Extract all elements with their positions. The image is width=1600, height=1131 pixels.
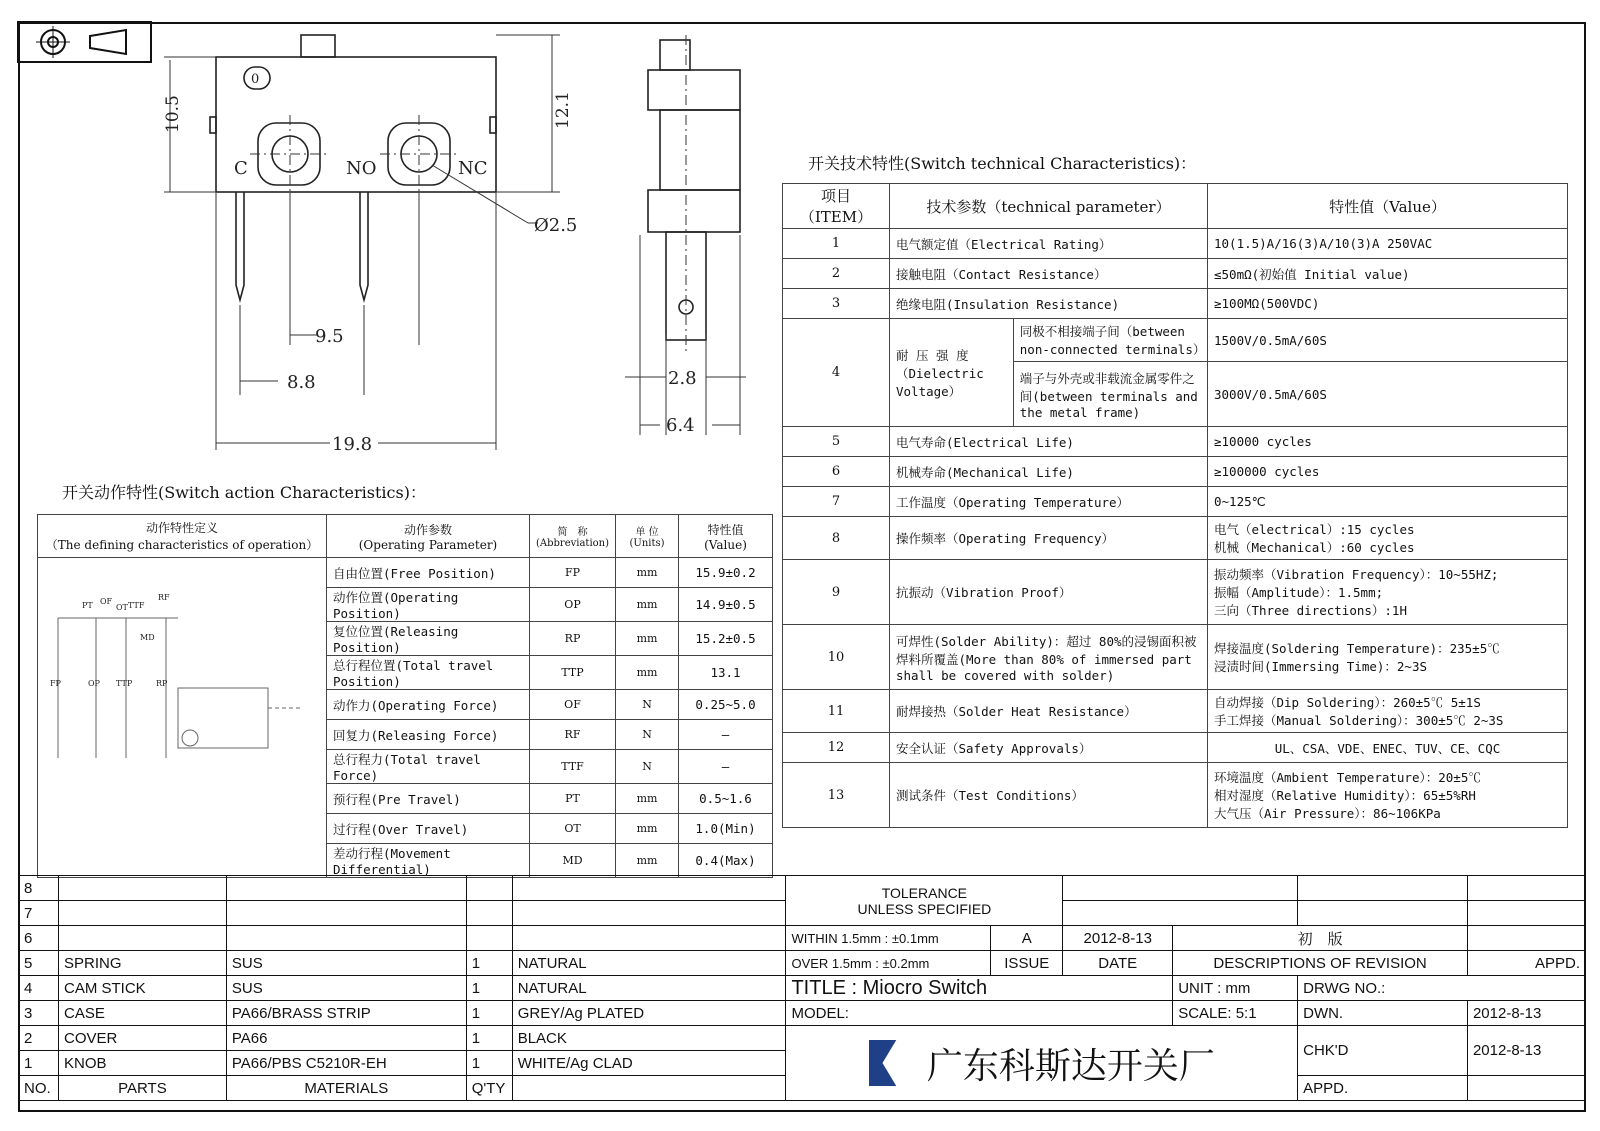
- table-header: [38, 515, 773, 558]
- label-pt: PT: [82, 601, 93, 610]
- terminal-no-label: NO: [346, 158, 377, 179]
- row-value: 1500V/0.5mA/60S: [1208, 319, 1568, 362]
- part-note: GREY/Ag PLATED: [512, 1001, 786, 1026]
- title-block: [18, 875, 1586, 1101]
- company-logo-icon: [869, 1040, 915, 1086]
- row-param: 复位位置(Releasing Position): [327, 622, 530, 656]
- row-value: 15.2±0.5: [679, 622, 773, 656]
- col-value: 特性值 (Value): [679, 515, 773, 558]
- action-characteristics-table: [37, 514, 773, 878]
- tolerance-line1: TOLERANCE: [881, 884, 968, 901]
- part-no: 4: [19, 976, 59, 1001]
- unit-cell: [1173, 976, 1298, 1001]
- terminal-c-label: C: [234, 158, 248, 179]
- part-material: [226, 926, 466, 951]
- label-op: OP: [88, 679, 100, 688]
- row-unit: N: [616, 690, 679, 720]
- row-unit: mm: [616, 844, 679, 878]
- dim-12-1: 12.1: [553, 91, 573, 129]
- part-no: 6: [19, 926, 59, 951]
- model-label: MODEL:: [786, 1001, 1173, 1026]
- table-row: [783, 690, 1568, 733]
- label-ot: OT: [116, 603, 128, 612]
- svg-text:FP: [50, 679, 62, 688]
- table-row: [783, 319, 1568, 362]
- footer-qty: Q'TY: [466, 1076, 512, 1101]
- row-param: 预行程(Pre Travel): [327, 784, 530, 814]
- row-no: 10: [783, 625, 890, 690]
- part-qty: [466, 876, 512, 901]
- knob-mark: 0: [251, 72, 260, 87]
- unit-value: mm: [1225, 979, 1251, 997]
- col-item: 项目 （ITEM）: [783, 184, 890, 229]
- svg-text:9.5: [315, 326, 344, 347]
- description-value: 初 版: [1173, 926, 1468, 951]
- row-value: 0.4(Max): [679, 844, 773, 878]
- part-qty: 1: [466, 1051, 512, 1076]
- part-no: 1: [19, 1051, 59, 1076]
- part-material: [226, 876, 466, 901]
- svg-text:OT: [116, 603, 129, 612]
- row-value: 3000V/0.5mA/60S: [1208, 362, 1568, 427]
- row-no: 8: [783, 517, 890, 560]
- company-cell: [786, 1026, 1298, 1101]
- tolerance-within: WITHIN 1.5mm : ±0.1mm: [786, 926, 991, 951]
- row-unit: mm: [616, 588, 679, 622]
- part-no: 8: [19, 876, 59, 901]
- col-parameter: 动作参数 (Operating Parameter): [327, 515, 530, 558]
- svg-text:TTF: [128, 601, 145, 610]
- travel-diagram: [38, 558, 314, 854]
- row-param: 测试条件（Test Conditions）: [890, 763, 1208, 828]
- part-name: SPRING: [58, 951, 226, 976]
- row-no: 12: [783, 733, 890, 763]
- table-row: [783, 229, 1568, 259]
- row-param: 自由位置(Free Position): [327, 558, 530, 588]
- scale-cell: [1173, 1001, 1298, 1026]
- svg-text:2.8: [668, 368, 697, 389]
- tolerance-line2: UNLESS SPECIFIED: [857, 900, 992, 917]
- row-subparam: 端子与外壳或非载流金属零件之间(between terminals and the metal frame): [1013, 362, 1207, 427]
- table-header: [783, 184, 1568, 229]
- part-name: CASE: [58, 1001, 226, 1026]
- row-param: 绝缘电阻(Insulation Resistance): [890, 289, 1208, 319]
- table-row: [38, 558, 773, 588]
- appd-label: APPD.: [1467, 951, 1585, 976]
- label-rf: RF: [158, 593, 170, 602]
- table-row: [783, 457, 1568, 487]
- col-param: 技术参数（technical parameter）: [890, 184, 1208, 229]
- row-value: 1.0(Min): [679, 814, 773, 844]
- projection-symbol: [18, 22, 153, 64]
- part-note: [512, 926, 786, 951]
- row-unit: mm: [616, 784, 679, 814]
- label-ttp: TTP: [116, 679, 133, 688]
- row-abbr: OT: [530, 814, 616, 844]
- definition-diagram-cell: [38, 558, 327, 878]
- row-unit: mm: [616, 558, 679, 588]
- part-note: BLACK: [512, 1026, 786, 1051]
- svg-text:MD: [140, 633, 155, 642]
- col-definition: 动作特性定义 （The defining characteristics of operation）: [38, 515, 327, 558]
- unit-label: UNIT :: [1178, 979, 1222, 997]
- row-value: 0.5~1.6: [679, 784, 773, 814]
- label-rp: RP: [156, 679, 168, 688]
- title-value: Miocro Switch: [862, 976, 988, 999]
- dim-9-5: 9.5: [315, 326, 344, 347]
- dim-6-4: 6.4: [666, 415, 695, 436]
- label-md: MD: [140, 633, 155, 642]
- row-param: 电气寿命(Electrical Life): [890, 427, 1208, 457]
- row-param: 工作温度（Operating Temperature）: [890, 487, 1208, 517]
- part-material: PA66/BRASS STRIP: [226, 1001, 466, 1026]
- svg-text:NO: [346, 158, 377, 179]
- scale-label: SCALE:: [1178, 1004, 1232, 1022]
- part-material: [226, 901, 466, 926]
- part-note: WHITE/Ag CLAD: [512, 1051, 786, 1076]
- label-ttf: TTF: [128, 601, 145, 610]
- row-param: 动作力(Operating Force): [327, 690, 530, 720]
- svg-text:19.8: [332, 434, 372, 455]
- footer-parts: PARTS: [58, 1076, 226, 1101]
- part-note: [512, 901, 786, 926]
- row-unit: mm: [616, 814, 679, 844]
- svg-text:OF: [100, 597, 113, 606]
- row-value: 自动焊接（Dip Soldering）：260±5℃ 5±1S 手工焊接（Manual Soldering）：300±5℃ 2~3S: [1208, 690, 1568, 733]
- drawing-number-label: DRWG NO.:: [1298, 976, 1586, 1001]
- dim-2-8: 2.8: [668, 368, 697, 389]
- svg-text:8.8: [287, 372, 316, 393]
- row-abbr: FP: [530, 558, 616, 588]
- row-abbr: OP: [530, 588, 616, 622]
- row-abbr: PT: [530, 784, 616, 814]
- row-value: 13.1: [679, 656, 773, 690]
- row-param: 安全认证（Safety Approvals）: [890, 733, 1208, 763]
- part-no: 5: [19, 951, 59, 976]
- svg-text:TTP: [116, 679, 133, 688]
- terminal-nc-label: NC: [458, 158, 488, 179]
- tech-title: 开关技术特性(Switch technical Characteristics)：: [808, 154, 1197, 173]
- table-row: [783, 625, 1568, 690]
- part-note: [512, 876, 786, 901]
- col-abbr: 简 称 (Abbreviation): [530, 515, 616, 558]
- footer-materials: MATERIALS: [226, 1076, 466, 1101]
- row-abbr: RP: [530, 622, 616, 656]
- scale-value: 5:1: [1235, 1004, 1257, 1022]
- row-no: 13: [783, 763, 890, 828]
- table-row: [783, 763, 1568, 828]
- chkd-label: CHK'D: [1298, 1026, 1468, 1076]
- dwn-label: DWN.: [1298, 1001, 1468, 1026]
- table-row: [783, 560, 1568, 625]
- svg-text:NC: [458, 158, 488, 179]
- issue-label: ISSUE: [991, 951, 1063, 976]
- row-no: 2: [783, 259, 890, 289]
- row-subparam: 同极不相接端子间（between non-connected terminals）: [1013, 319, 1207, 362]
- part-name: COVER: [58, 1026, 226, 1051]
- row-param: 操作频率（Operating Frequency）: [890, 517, 1208, 560]
- part-name: CAM STICK: [58, 976, 226, 1001]
- row-unit: mm: [616, 656, 679, 690]
- row-value: 振动频率（Vibration Frequency）：10~55HZ; 振幅（Amplitude）：1.5mm; 三向（Three directions）:1H: [1208, 560, 1568, 625]
- part-material: PA66: [226, 1026, 466, 1051]
- svg-text:Ø2.5: [534, 215, 577, 236]
- svg-text:10.5: [163, 95, 183, 133]
- dim-19-8: 19.8: [332, 434, 373, 455]
- row-no: 7: [783, 487, 890, 517]
- row-unit: N: [616, 720, 679, 750]
- row-value: ≥10000 cycles: [1208, 427, 1568, 457]
- part-no: 3: [19, 1001, 59, 1026]
- row-no: 4: [783, 319, 890, 427]
- row-unit: N: [616, 750, 679, 784]
- part-material: SUS: [226, 951, 466, 976]
- part-no: 2: [19, 1026, 59, 1051]
- row-param: 接触电阻（Contact Resistance）: [890, 259, 1208, 289]
- row-no: 5: [783, 427, 890, 457]
- part-note: NATURAL: [512, 951, 786, 976]
- issue-value: A: [991, 926, 1063, 951]
- row-value: 14.9±0.5: [679, 588, 773, 622]
- part-name: KNOB: [58, 1051, 226, 1076]
- row-value: 0.25~5.0: [679, 690, 773, 720]
- row-no: 3: [783, 289, 890, 319]
- table-row: [783, 427, 1568, 457]
- dwn-date: 2012-8-13: [1467, 1001, 1585, 1026]
- label-fp: FP: [50, 679, 61, 688]
- row-param: 机械寿命(Mechanical Life): [890, 457, 1208, 487]
- svg-text:RF: [158, 593, 170, 602]
- table-row: [783, 289, 1568, 319]
- part-name: [58, 926, 226, 951]
- row-param: 抗振动（Vibration Proof）: [890, 560, 1208, 625]
- row-value: ≥100000 cycles: [1208, 457, 1568, 487]
- part-material: PA66/PBS C5210R-EH: [226, 1051, 466, 1076]
- row-no: 1: [783, 229, 890, 259]
- col-value: 特性值（Value）: [1208, 184, 1568, 229]
- row-param: 耐 压 强 度 （Dielectric Voltage）: [890, 319, 1014, 427]
- row-param: 可焊性(Solder Ability)：超过 80%的浸锡面积被焊料所覆盖(More than 80% of immersed part shall be covered with solder): [890, 625, 1208, 690]
- part-qty: 1: [466, 1026, 512, 1051]
- dim-10-5: 10.5: [163, 95, 183, 133]
- row-value: —: [679, 720, 773, 750]
- part-no: 7: [19, 901, 59, 926]
- table-row: [783, 487, 1568, 517]
- action-title: 开关动作特性(Switch action Characteristics)：: [62, 483, 426, 502]
- dim-8-8: 8.8: [287, 372, 316, 393]
- row-abbr: OF: [530, 690, 616, 720]
- footer-no: NO.: [19, 1076, 59, 1101]
- row-abbr: TTF: [530, 750, 616, 784]
- row-value: —: [679, 750, 773, 784]
- dim-hole-diameter: Ø2.5: [534, 215, 578, 236]
- row-param: 耐焊接热（Solder Heat Resistance）: [890, 690, 1208, 733]
- part-qty: 1: [466, 951, 512, 976]
- row-no: 9: [783, 560, 890, 625]
- row-abbr: RF: [530, 720, 616, 750]
- tech-characteristics-table: [782, 183, 1568, 828]
- row-value: UL、CSA、VDE、ENEC、TUV、CE、CQC: [1208, 733, 1568, 763]
- svg-text:PT: [82, 601, 93, 610]
- row-no: 11: [783, 690, 890, 733]
- svg-text:12.1: [553, 91, 573, 129]
- title-cell: [786, 976, 1173, 1001]
- row-param: 总行程力(Total travel Force): [327, 750, 530, 784]
- row-value: 焊接温度(Soldering Temperature)：235±5℃ 浸渍时间(Immersing Time)：2~3S: [1208, 625, 1568, 690]
- row-value: ≥100MΩ(500VDC): [1208, 289, 1568, 319]
- svg-text:6.4: [666, 415, 695, 436]
- row-unit: mm: [616, 622, 679, 656]
- svg-text:OP: [88, 679, 101, 688]
- row-abbr: TTP: [530, 656, 616, 690]
- svg-text:0: [251, 72, 259, 87]
- row-value: 10(1.5)A/16(3)A/10(3)A 250VAC: [1208, 229, 1568, 259]
- row-param: 动作位置(Operating Position): [327, 588, 530, 622]
- date-label: DATE: [1063, 951, 1173, 976]
- row-param: 总行程位置(Total travel Position): [327, 656, 530, 690]
- tolerance-over: OVER 1.5mm : ±0.2mm: [786, 951, 991, 976]
- part-name: [58, 876, 226, 901]
- row-abbr: MD: [530, 844, 616, 878]
- svg-text:C: [234, 158, 248, 179]
- svg-text:RP: [156, 679, 168, 688]
- appd2-label: APPD.: [1298, 1076, 1468, 1101]
- row-no: 6: [783, 457, 890, 487]
- part-material: SUS: [226, 976, 466, 1001]
- table-row: [783, 517, 1568, 560]
- chkd-date: 2012-8-13: [1467, 1026, 1585, 1076]
- row-value: 0~125℃: [1208, 487, 1568, 517]
- date-value: 2012-8-13: [1063, 926, 1173, 951]
- table-row: [783, 259, 1568, 289]
- col-unit: 单 位 (Units): [616, 515, 679, 558]
- company-name: 广东科斯达开关厂: [926, 1045, 1215, 1087]
- row-value: 15.9±0.2: [679, 558, 773, 588]
- row-param: 电气额定值（Electrical Rating）: [890, 229, 1208, 259]
- tolerance-box: [786, 876, 1063, 926]
- front-view-drawing: [150, 25, 600, 470]
- row-value: 环境温度（Ambient Temperature）：20±5℃ 相对湿度（Relative Humidity）：65±5%RH 大气压（Air Pressure）：86~106KPa: [1208, 763, 1568, 828]
- part-name: [58, 901, 226, 926]
- row-param: 过行程(Over Travel): [327, 814, 530, 844]
- description-label: DESCRIPTIONS OF REVISION: [1173, 951, 1468, 976]
- label-of: OF: [100, 597, 113, 606]
- part-qty: [466, 926, 512, 951]
- part-qty: 1: [466, 976, 512, 1001]
- title-label: TITLE :: [791, 976, 858, 999]
- row-param: 回复力(Releasing Force): [327, 720, 530, 750]
- part-qty: [466, 901, 512, 926]
- table-row: [783, 733, 1568, 763]
- row-param: 差动行程(Movement Differential): [327, 844, 530, 878]
- row-value: 电气（electrical）:15 cycles 机械（Mechanical）:60 cycles: [1208, 517, 1568, 560]
- side-view-drawing: [620, 35, 770, 445]
- row-value: ≤50mΩ(初始值 Initial value): [1208, 259, 1568, 289]
- part-qty: 1: [466, 1001, 512, 1026]
- part-note: NATURAL: [512, 976, 786, 1001]
